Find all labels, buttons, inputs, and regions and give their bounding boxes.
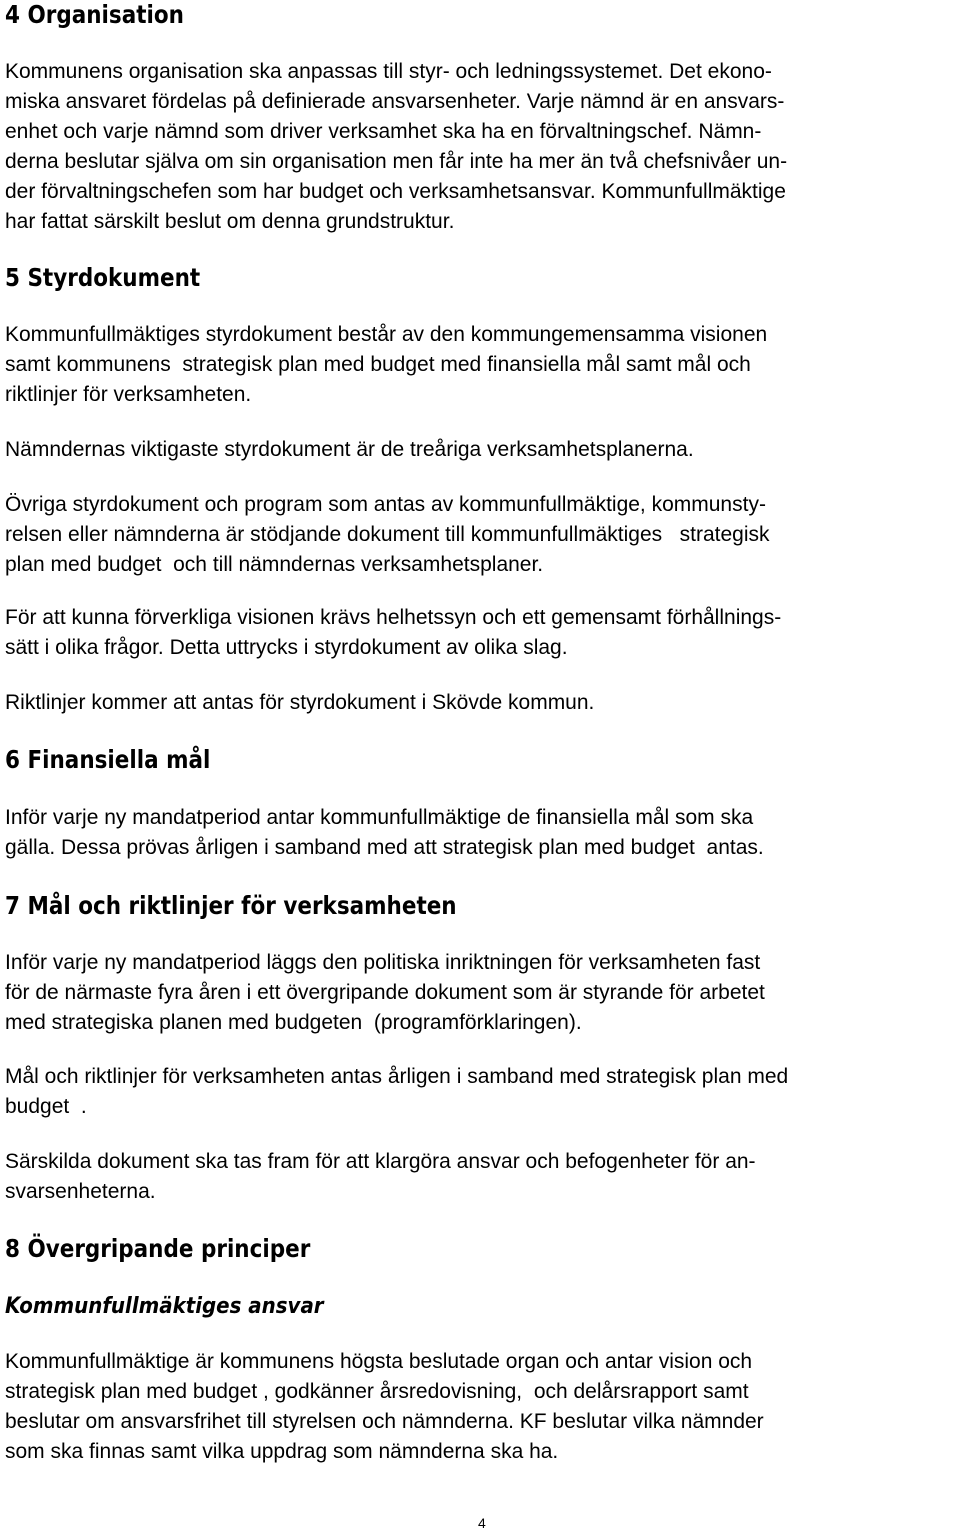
paragraph	[5, 1347, 764, 1467]
text-line: Mål och riktlinjer för verksamheten antas årligen i samband med strategisk plan med	[5, 1065, 789, 1088]
paragraph	[5, 320, 767, 410]
paragraph	[5, 603, 781, 663]
paragraph	[5, 435, 694, 465]
text-line: sätt i olika frågor. Detta uttrycks i styrdokument av olika slag.	[5, 636, 568, 659]
text-line: derna beslutar själva om sin organisation men får inte ha mer än två chefsnivåer un-	[5, 150, 788, 173]
text-line: gälla. Dessa prövas årligen i samband med att strategisk plan med budget antas.	[5, 836, 764, 859]
paragraph	[5, 948, 765, 1038]
text-line: som ska finnas samt vilka uppdrag som nämnderna ska ha.	[5, 1440, 559, 1463]
text-line: Övriga styrdokument och program som antas av kommunfullmäktige, kommunsty-	[5, 493, 766, 516]
section-heading: 6 Finansiella mål	[5, 745, 211, 774]
text-line: plan med budget och till nämndernas verksamhetsplaner.	[5, 553, 544, 576]
paragraph	[5, 803, 764, 863]
text-line: Kommunfullmäktiges styrdokument består av den kommungemensamma visionen	[5, 323, 768, 346]
text-line: med strategiska planen med budgeten (programförklaringen).	[5, 1011, 582, 1034]
subsection-heading: Kommunfullmäktiges ansvar	[5, 1294, 324, 1319]
section-heading: 8 Övergripande principer	[5, 1234, 311, 1263]
text-line: samt kommunens strategisk plan med budget med finansiella mål samt mål och	[5, 353, 751, 376]
text-line: enhet och varje nämnd som driver verksamhet ska ha en förvaltningschef. Nämn-	[5, 120, 762, 143]
page-number: 4	[478, 1515, 486, 1531]
text-line: der förvaltningschefen som har budget och verksamhetsansvar. Kommunfullmäktige	[5, 180, 786, 203]
section-heading: 4 Organisation	[5, 0, 184, 29]
text-line: för de närmaste fyra åren i ett övergripande dokument som är styrande för arbetet	[5, 981, 765, 1004]
paragraph	[5, 1147, 756, 1207]
text-line: riktlinjer för verksamheten.	[5, 383, 252, 406]
text-line: strategisk plan med budget , godkänner årsredovisning, och delårsrapport samt	[5, 1380, 749, 1403]
text-line: Inför varje ny mandatperiod antar kommunfullmäktige de finansiella mål som ska	[5, 806, 754, 829]
text-line: Nämndernas viktigaste styrdokument är de treåriga verksamhetsplanerna.	[5, 438, 694, 461]
text-line: har fattat särskilt beslut om denna grundstruktur.	[5, 210, 455, 233]
text-line: svarsenheterna.	[5, 1180, 156, 1203]
text-line: miska ansvaret fördelas på definierade ansvarsenheter. Varje nämnd är en ansvars-	[5, 90, 785, 113]
section-heading: 7 Mål och riktlinjer för verksamheten	[5, 891, 457, 920]
text-line: relsen eller nämnderna är stödjande dokument till kommunfullmäktiges strategisk	[5, 523, 770, 546]
paragraph	[5, 688, 594, 718]
text-line: budget .	[5, 1095, 87, 1118]
section-heading: 5 Styrdokument	[5, 263, 201, 292]
paragraph	[5, 1062, 788, 1122]
text-line: Kommunens organisation ska anpassas till styr- och ledningssystemet. Det ekono-	[5, 60, 772, 83]
text-line: Kommunfullmäktige är kommunens högsta beslutade organ och antar vision och	[5, 1350, 753, 1373]
text-line: Inför varje ny mandatperiod läggs den politiska inriktningen för verksamheten fast	[5, 951, 761, 974]
text-line: beslutar om ansvarsfrihet till styrelsen och nämnderna. KF beslutar vilka nämnder	[5, 1410, 764, 1433]
text-line: För att kunna förverkliga visionen krävs helhetssyn och ett gemensamt förhållnings-	[5, 606, 782, 629]
text-line: Särskilda dokument ska tas fram för att klargöra ansvar och befogenheter för an-	[5, 1150, 756, 1173]
paragraph	[5, 57, 787, 237]
text-line: Riktlinjer kommer att antas för styrdokument i Skövde kommun.	[5, 691, 595, 714]
paragraph	[5, 490, 770, 580]
